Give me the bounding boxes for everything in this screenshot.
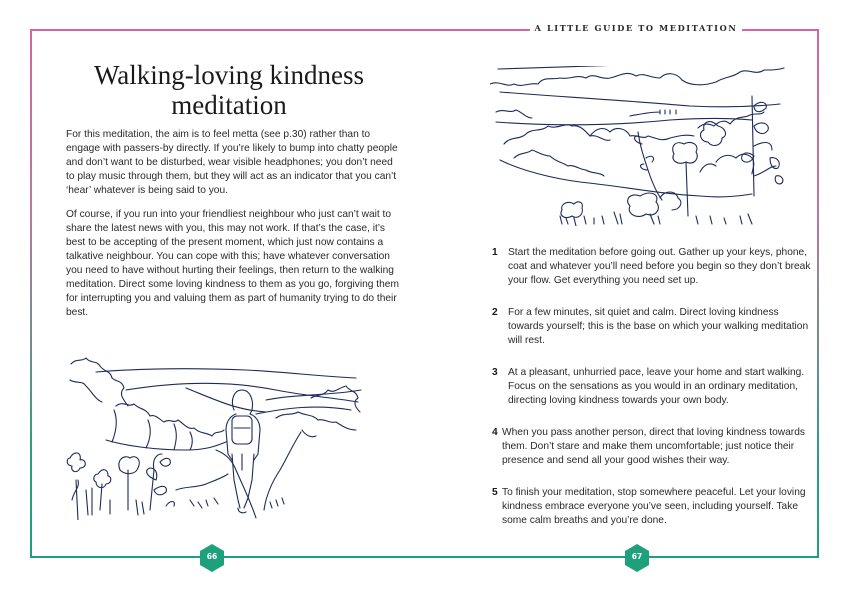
- frame-top-border-right-b: [742, 29, 819, 31]
- step-number: 4: [492, 427, 498, 438]
- step-text: For a few minutes, sit quiet and calm. Direct loving kindness towards yourself; this is the base on which your walking meditation will rest.: [508, 307, 809, 346]
- step-item-3: [492, 366, 812, 408]
- step-number: 3: [492, 367, 498, 378]
- title-line-1: Walking-loving kindness: [93, 60, 365, 90]
- step-number: 2: [492, 307, 498, 318]
- step-text: When you pass another person, direct that loving kindness towards them. Don’t stare and make them uncomfortable; just notice their presence and send all your good wishes their way.: [502, 427, 805, 466]
- body-paragraph-2: Of course, if you run into your friendliest neighbour who just can’t wait to share the latest news with you, this may not work. If that’s the case, it’s best to be accepting of the present moment, which just now contains a talkative neighbour. You can cope with this; have whatever conversation you need to have without hurting their feelings, then return to the walking meditation. Direct some loving kindness to them as you go, forgiving them for interrupting you and valuing them as part of humanity trying to do their best.: [66, 209, 399, 318]
- title-line-2: meditation: [171, 90, 287, 120]
- page-number-badge-66: [199, 544, 225, 572]
- frame-top-border-right-a: [428, 29, 530, 31]
- step-text: Start the meditation before going out. Gather up your keys, phone, coat and whatever you’ll need before you begin so they don’t break your flow. Get everything you need set up.: [508, 247, 811, 286]
- step-number: 1: [492, 247, 498, 258]
- frame-left-border: [30, 29, 32, 558]
- step-number: 5: [492, 487, 498, 498]
- step-text: To finish your meditation, stop somewhere peaceful. Let your loving kindness embrace everyone you’ve seen, including yourself. Take some calm breaths and you’re done.: [502, 487, 806, 526]
- step-item-4: [492, 426, 812, 468]
- page-number: 67: [631, 552, 643, 561]
- step-item-1: [492, 246, 812, 288]
- step-item-2: [492, 306, 812, 348]
- page-title: [52, 60, 406, 120]
- frame-bottom-border: [30, 556, 819, 558]
- hills-and-flowers-illustration: [490, 66, 790, 226]
- frame-top-border-left: [30, 29, 428, 31]
- step-item-5: [492, 486, 812, 528]
- frame-right-border: [817, 29, 819, 558]
- step-text: At a pleasant, unhurried pace, leave your home and start walking. Focus on the sensations as you would in an ordinary meditation, directing loving kindness towards your own body.: [508, 367, 805, 406]
- woman-walking-illustration: [66, 350, 376, 520]
- page-number-badge-67: [624, 544, 650, 572]
- body-paragraph-1: For this meditation, the aim is to feel metta (see p.30) rather than to engage with passers-by directly. If you’re likely to bump into chatty people and don’t want to be disturbed, wear visible headphones; you don’t need to play music through them, but they will act as an indicator that you can’t ‘hear’ whatever is being said to you.: [66, 129, 398, 196]
- running-head: A LITTLE GUIDE TO MEDITATION: [534, 23, 738, 33]
- steps-list: [492, 246, 812, 546]
- page-number: 66: [206, 552, 218, 561]
